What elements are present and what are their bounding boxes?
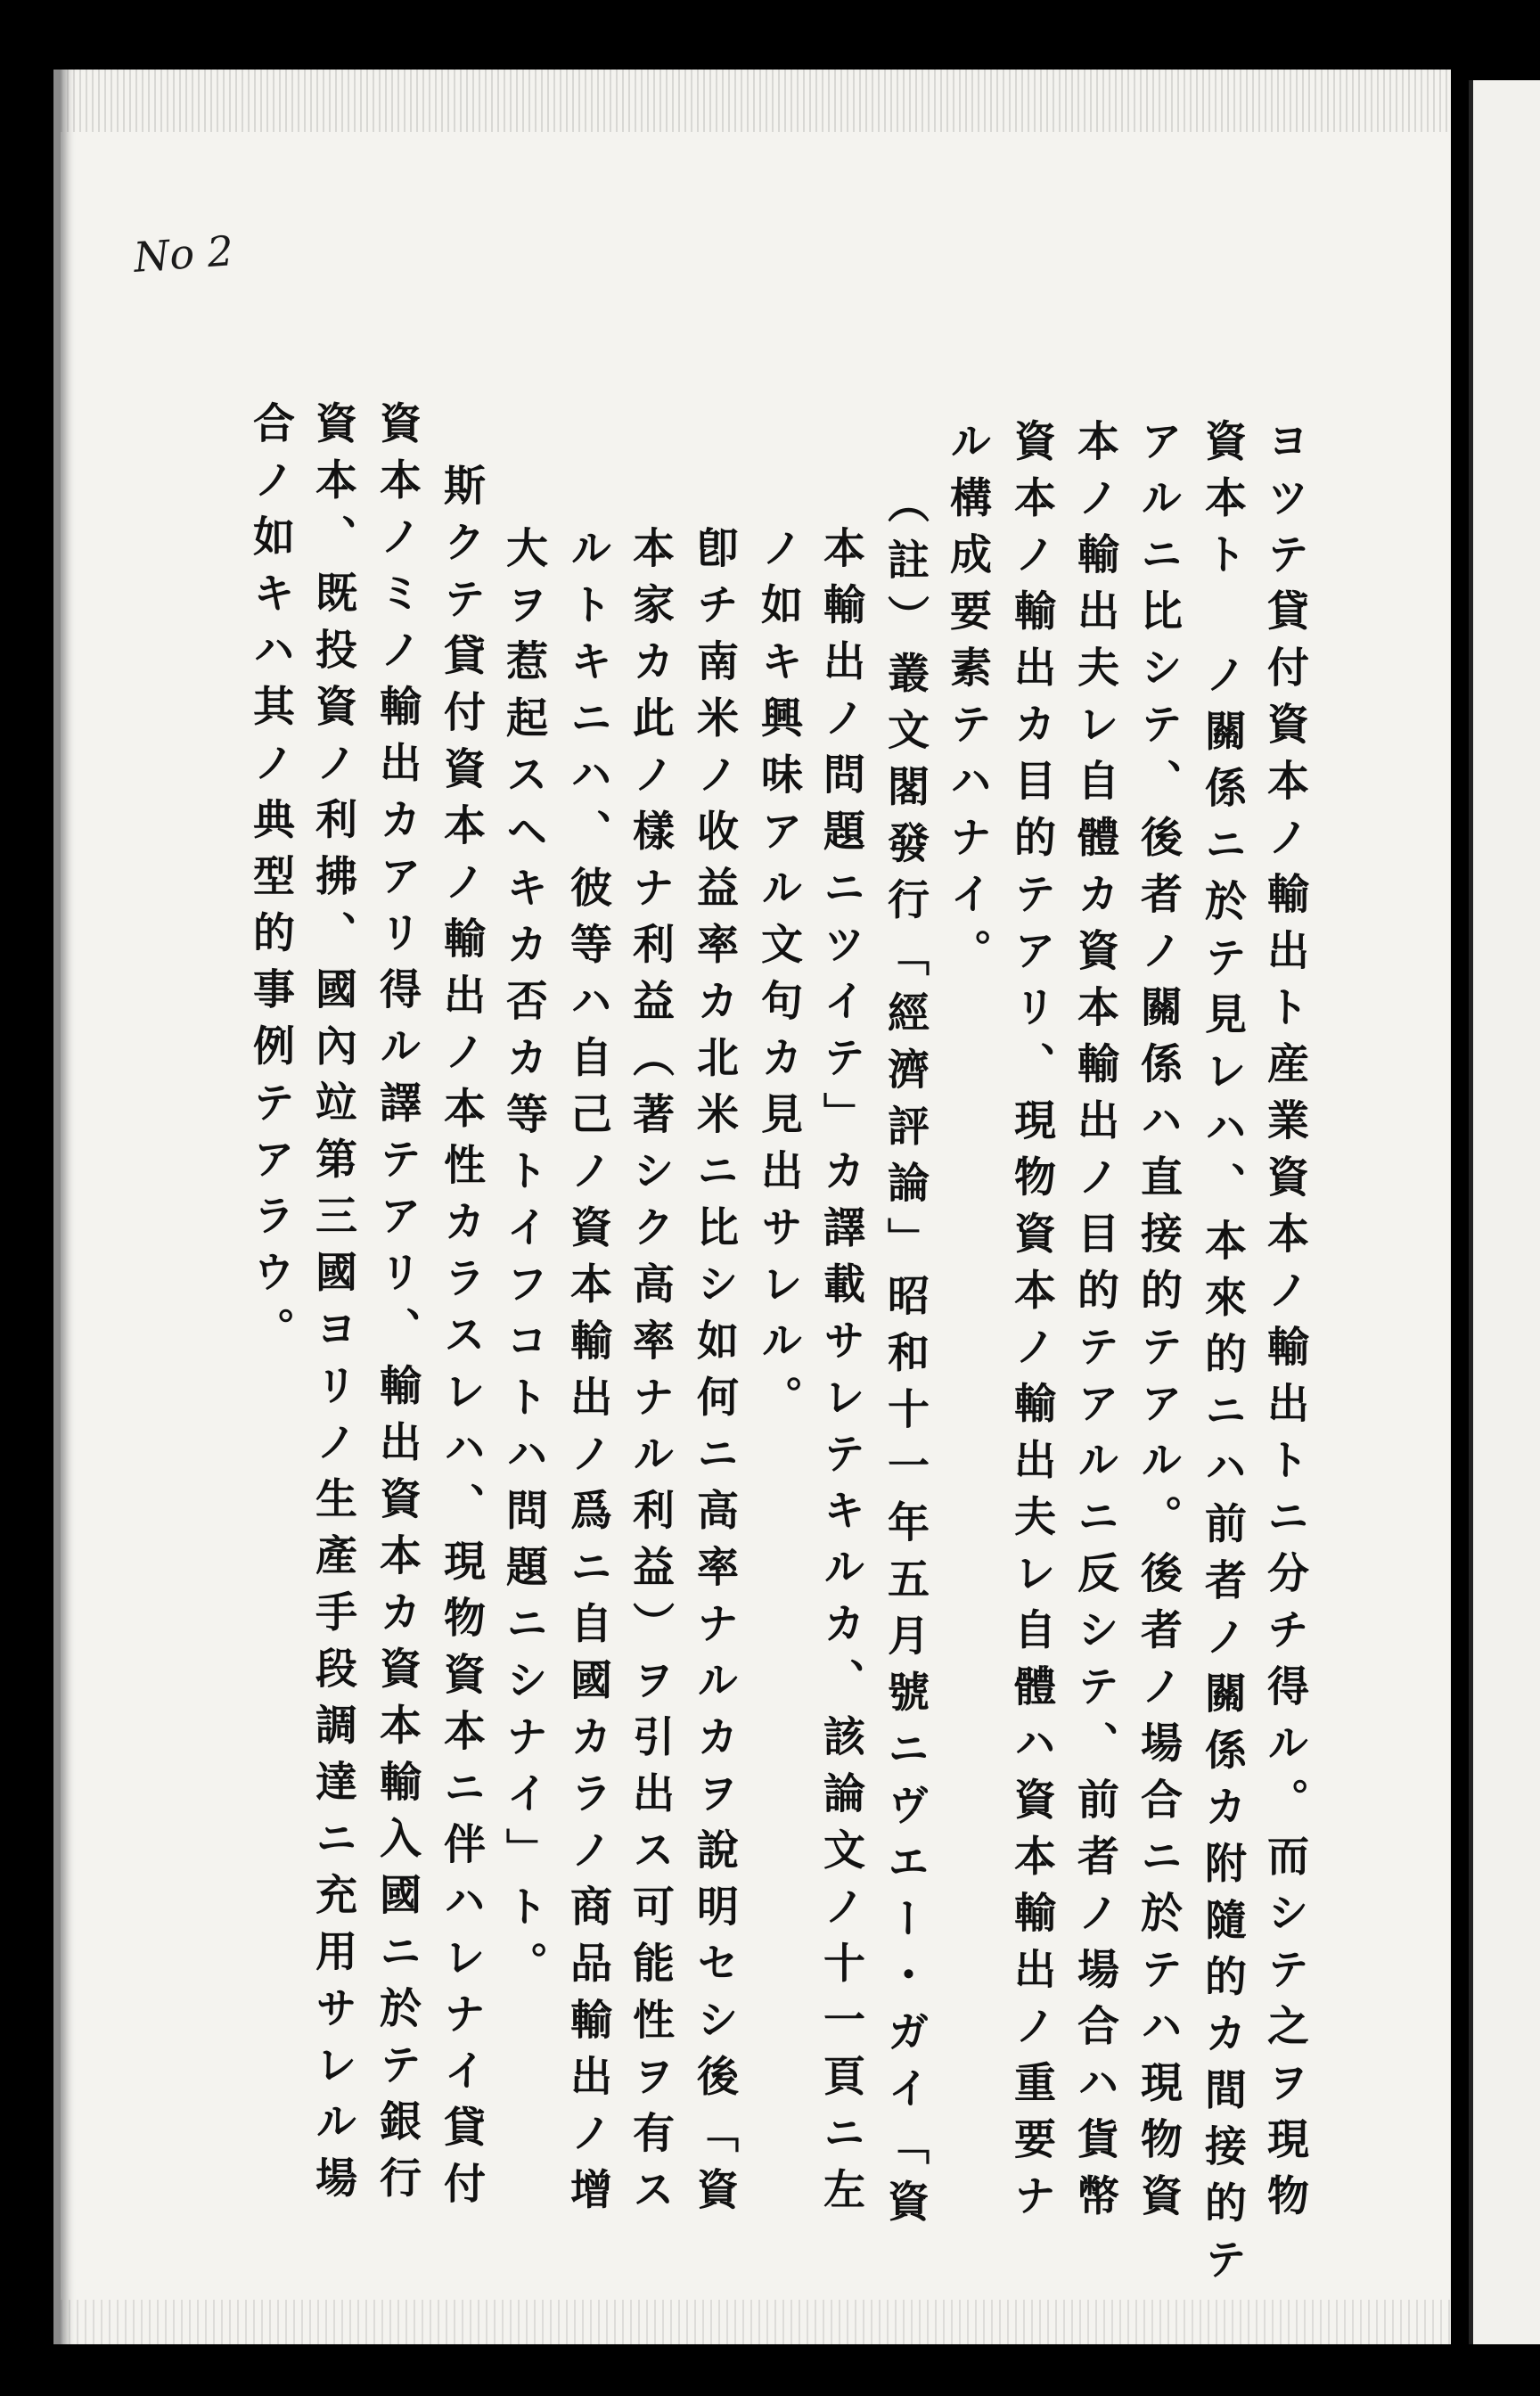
page-number: No 2 bbox=[132, 226, 235, 282]
text-column-5: 資本ノ輸出カ目的テアリ、現物資本ノ輸出夫レ自體ハ資本輸出ノ重要ナ bbox=[1007, 419, 1056, 2230]
text-column-1: ヨツテ貸付資本ノ輸出ト産業資本ノ輸出トニ分チ得ル。而シテ之ヲ現物 bbox=[1260, 419, 1309, 2230]
text-column-4: 本ノ輸出夫レ自體カ資本輸出ノ目的テアルニ反シテ、前者ノ場合ハ貨幣 bbox=[1070, 419, 1119, 2230]
note-column-6: ルトキニハ、彼等ハ自己ノ資本輸出ノ爲ニ自國カラノ商品輸出ノ增 bbox=[563, 526, 612, 2224]
text-column-7: 斯クテ貸付資本ノ輸出ノ本性カラスレハ、現物資本ニ伴ハレナイ貸付 bbox=[437, 464, 486, 2219]
note-column-2: 本輸出ノ問題ニツイテ」カ譯載サレテキルカ、該論文ノ十一頁ニ左 bbox=[816, 526, 865, 2224]
text-column-9: 資本、既投資ノ利拂、國內竝第三國ヨリノ生產手段調達ニ充用サレル場 bbox=[308, 401, 357, 2212]
note-column-1: （註）叢文閣發行「經濟評論」昭和十一年五月號ニヴエー・ガイ「資 bbox=[881, 481, 930, 2236]
text-column-3: アルニ比シテ、後者ノ關係ハ直接的テアル。後者ノ場合ニ於テハ現物資 bbox=[1134, 419, 1183, 2230]
text-column-10: 合ノ如キハ其ノ典型的事例テアラウ。 bbox=[246, 401, 295, 1364]
note-column-4: 卽チ南米ノ收益率カ北米ニ比シ如何ニ高率ナルカヲ說明セシ後「資 bbox=[690, 526, 739, 2224]
text-column-6: ル構成要素テハナイ。 bbox=[943, 419, 992, 985]
note-column-7: 大ヲ惹起スヘキカ否カ等トイフコトハ問題ニシナイ」ト。 bbox=[499, 526, 548, 1998]
text-column-8: 資本ノミノ輸出カアリ得ル譯テアリ、輸出資本カ資本輸入國ニ於テ銀行 bbox=[373, 401, 422, 2212]
page-bottom-edge bbox=[61, 2300, 1451, 2344]
note-column-5: 本家カ此ノ樣ナ利益（著シク高率ナル利益）ヲ引出ス可能性ヲ有ス bbox=[626, 526, 675, 2224]
note-column-3: ノ如キ興味アル文句カ見出サレル。 bbox=[754, 526, 803, 1432]
text-column-2: 資本ト ノ關係ニ於テ見レハ、本來的ニハ前者ノ關係カ附隨的カ間接的テ bbox=[1198, 419, 1247, 2294]
adjacent-page-edge bbox=[1469, 80, 1540, 2344]
page-top-edge bbox=[61, 70, 1451, 132]
